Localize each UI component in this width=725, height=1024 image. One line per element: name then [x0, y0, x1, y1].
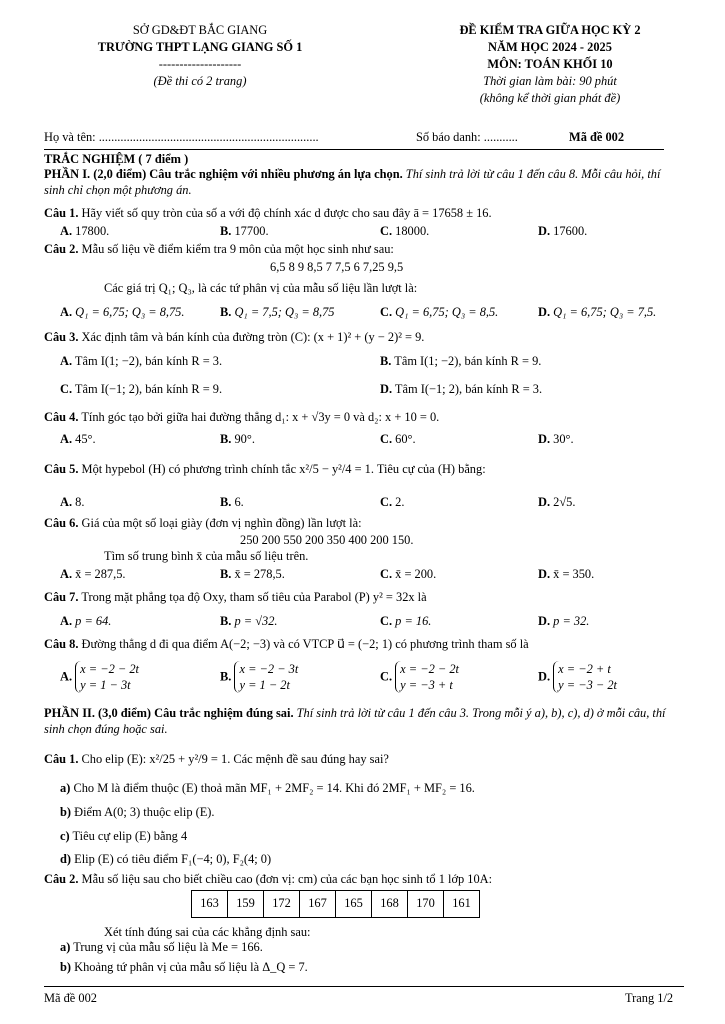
section-title: TRẮC NGHIỆM ( 7 điểm ) — [44, 152, 189, 166]
table-cell: 168 — [372, 891, 408, 918]
question-6: Câu 6. Giá của một số loại giày (đơn vị nghìn đồng) lần lượt là: — [44, 516, 362, 530]
q5-option-b[interactable]: B. 6. — [220, 495, 244, 509]
exam-code: Mã đề 002 — [569, 130, 625, 144]
header-rule — [44, 149, 664, 150]
q2-data-values: 6,5 8 9 8,5 7 7,5 6 7,25 9,5 — [270, 260, 404, 274]
question-text: Mẫu số liệu sau cho biết chiều cao (đơn vị: cm) của các bạn học sinh tổ 1 lớp 10A: — [81, 872, 493, 886]
q6-option-b[interactable]: B. x̄ = 278,5. — [220, 567, 285, 581]
time-limit: Thời gian làm bài: 90 phút — [483, 74, 617, 88]
question-text: Đường thẳng d đi qua điểm A(−2; −3) và có VTCP u⃗ = (−2; 1) có phương trình tham số là — [81, 637, 529, 651]
q5-option-c[interactable]: C. 2. — [380, 495, 405, 509]
student-info — [44, 130, 664, 148]
question-7: Câu 7. Trong mặt phẳng tọa độ Oxy, tham số tiêu của Parabol (P) y² = 32x là — [44, 590, 427, 604]
table-cell: 163 — [192, 891, 228, 918]
q2-option-d[interactable]: D. Q₁ = 6,75; Q₃ = 7,5. — [538, 305, 657, 319]
header-right — [395, 22, 705, 107]
question-8: Câu 8. Đường thẳng d đi qua điểm A(−2; −3) và có VTCP u⃗ = (−2; 1) có phương trình tham số là — [44, 637, 529, 651]
q8-option-c[interactable]: C. x = −2 − 2t y = −3 + t — [380, 662, 459, 692]
exam-title: ĐỀ KIỂM TRA GIỮA HỌC KỲ 2 — [459, 23, 641, 37]
question-3: Câu 3. Xác định tâm và bán kính của đường tròn (C): (x + 1)² + (y − 2)² = 9. — [44, 330, 425, 344]
school-name: TRƯỜNG THPT LẠNG GIANG SỐ 1 — [97, 40, 303, 54]
q4-option-b[interactable]: B. 90°. — [220, 432, 255, 446]
q3-option-b[interactable]: B. Tâm I(1; −2), bán kính R = 9. — [380, 354, 542, 368]
question-text: Hãy viết số quy tròn của số a với độ chính xác d được cho sau đây ā = 17658 ± 16. — [81, 206, 492, 220]
tf1-statement-c[interactable]: c) Tiêu cự elip (E) bằng 4 — [60, 829, 188, 843]
q3-option-d[interactable]: D. Tâm I(−1; 2), bán kính R = 3. — [380, 382, 543, 396]
footer-exam-code: Mã đề 002 — [44, 991, 97, 1005]
question-text: Xác định tâm và bán kính của đường tròn (C): (x + 1)² + (y − 2)² = 9. — [81, 330, 425, 344]
table-cell: 165 — [336, 891, 372, 918]
tf-question-2: Câu 2. Mẫu số liệu sau cho biết chiều cao (đơn vị: cm) của các bạn học sinh tổ 1 lớp 10A: — [44, 872, 493, 886]
table-cell: 172 — [264, 891, 300, 918]
part2-instructions — [44, 706, 684, 737]
q2-option-a[interactable]: A. Q₁ = 6,75; Q₃ = 8,75. — [60, 305, 185, 319]
q7-option-b[interactable]: B. p = √32. — [220, 614, 278, 628]
equation-system: x = −2 − 2t y = −3 + t — [395, 661, 459, 693]
part1-instructions — [44, 167, 684, 198]
q6-prompt: Tìm số trung bình x̄ của mẫu số liệu trên. — [104, 549, 309, 563]
question-label: Câu 1. — [44, 206, 79, 220]
q3-option-c[interactable]: C. Tâm I(−1; 2), bán kính R = 9. — [60, 382, 223, 396]
q6-option-c[interactable]: C. x̄ = 200. — [380, 567, 437, 581]
part1-heading: PHẦN I. (2,0 điểm) Câu trắc nghiệm với nhiều phương án lựa chọn. — [44, 167, 403, 181]
tf1-statement-b[interactable]: b) Điểm A(0; 3) thuộc elip (E). — [60, 805, 215, 819]
q3-option-a[interactable]: A. Tâm I(1; −2), bán kính R = 3. — [60, 354, 223, 368]
q1-option-a[interactable]: A. 17800. — [60, 224, 110, 238]
q4-option-c[interactable]: C. 60°. — [380, 432, 416, 446]
tf1-statement-d[interactable]: d) Elip (E) có tiêu điểm F₁(−4; 0), F₂(4; 0) — [60, 852, 272, 866]
question-2: Câu 2. Mẫu số liệu về điểm kiểm tra 9 môn của một học sinh như sau: — [44, 242, 394, 256]
q6-option-d[interactable]: D. x̄ = 350. — [538, 567, 595, 581]
q6-data-values: 250 200 550 200 350 400 200 150. — [240, 533, 414, 547]
q7-option-d[interactable]: D. p = 32. — [538, 614, 590, 628]
part2-heading: PHẦN II. (3,0 điểm) Câu trắc nghiệm đúng sai. — [44, 706, 294, 720]
q7-option-c[interactable]: C. p = 16. — [380, 614, 432, 628]
height-data-table — [191, 890, 480, 918]
table-cell: 159 — [228, 891, 264, 918]
q1-option-b[interactable]: B. 17700. — [220, 224, 269, 238]
subject-title: MÔN: TOÁN KHỐI 10 — [487, 57, 613, 71]
header-divider: -------------------- — [158, 57, 242, 71]
question-text: Mẫu số liệu về điểm kiểm tra 9 môn của một học sinh như sau: — [81, 242, 394, 256]
question-1 — [44, 206, 684, 222]
q8-option-d[interactable]: D. x = −2 + t y = −3 − 2t — [538, 662, 617, 692]
header-left — [40, 22, 360, 90]
table-row — [192, 891, 480, 918]
part2-note: Thí sinh trả lời từ câu 1 đến câu 3. Trong mỗi ý a), b), c), d) ở mỗi câu, thí sinh chọn đúng hoặc sai. — [44, 706, 666, 736]
tf2-statement-a[interactable]: a) Trung vị của mẫu số liệu là Me = 166. — [60, 940, 263, 954]
question-5: Câu 5. Một hypebol (H) có phương trình chính tắc x²/5 − y²/4 = 1. Tiêu cự của (H) bằng: — [44, 462, 486, 476]
question-text: Tính góc tạo bởi giữa hai đường thẳng d₁: x + √3y = 0 và d₂: x + 10 = 0. — [81, 410, 440, 424]
part1-note: Thí sinh trả lời từ câu 1 đến câu 8. Mỗi câu hỏi, thí sinh chỉ chọn một phương án. — [44, 167, 661, 197]
q8-option-b[interactable]: B. x = −2 − 3t y = 1 − 2t — [220, 662, 299, 692]
q1-option-d[interactable]: D. 17600. — [538, 224, 588, 238]
q2-option-b[interactable]: B. Q₁ = 7,5; Q₃ = 8,75 — [220, 305, 335, 319]
equation-system: x = −2 + t y = −3 − 2t — [553, 661, 617, 693]
q4-option-d[interactable]: D. 30°. — [538, 432, 574, 446]
q5-option-d[interactable]: D. 2√5. — [538, 495, 576, 509]
q6-option-a[interactable]: A. x̄ = 287,5. — [60, 567, 126, 581]
tf2-prompt: Xét tính đúng sai của các khẳng định sau: — [104, 925, 311, 939]
question-text: Giá của một số loại giày (đơn vị nghìn đồng) lần lượt là: — [81, 516, 362, 530]
q2-option-c[interactable]: C. Q₁ = 6,75; Q₃ = 8,5. — [380, 305, 499, 319]
table-cell: 167 — [300, 891, 336, 918]
equation-system: x = −2 − 2t y = 1 − 3t — [75, 661, 139, 693]
q1-option-c[interactable]: C. 18000. — [380, 224, 430, 238]
question-text: Cho elip (E): x²/25 + y²/9 = 1. Các mệnh đề sau đúng hay sai? — [81, 752, 389, 766]
q5-option-a[interactable]: A. 8. — [60, 495, 85, 509]
q2-prompt: Các giá trị Q₁; Q₃, là các tứ phân vị của mẫu số liệu lần lượt là: — [104, 281, 418, 295]
q8-option-a[interactable]: A. x = −2 − 2t y = 1 − 3t — [60, 662, 139, 692]
tf-question-1: Câu 1. Cho elip (E): x²/25 + y²/9 = 1. Các mệnh đề sau đúng hay sai? — [44, 752, 389, 766]
q4-option-a[interactable]: A. 45°. — [60, 432, 96, 446]
student-id-field: Số báo danh: ........... — [416, 130, 518, 144]
tf1-statement-a[interactable]: a) Cho M là điểm thuộc (E) thoả mãn MF₁ + 2MF₂ = 14. Khi đó 2MF₁ + MF₂ = 16. — [60, 781, 475, 795]
department-name: SỞ GD&ĐT BẮC GIANG — [132, 23, 268, 37]
footer-rule — [44, 986, 684, 987]
tf2-statement-b[interactable]: b) Khoảng tứ phân vị của mẫu số liệu là Δ_Q = 7. — [60, 960, 308, 974]
q7-option-a[interactable]: A. p = 64. — [60, 614, 112, 628]
equation-system: x = −2 − 3t y = 1 − 2t — [234, 661, 298, 693]
footer-page-number: Trang 1/2 — [625, 991, 674, 1005]
page-count-note: (Đề thi có 2 trang) — [153, 74, 247, 88]
question-4: Câu 4. Tính góc tạo bởi giữa hai đường thẳng d₁: x + √3y = 0 và d₂: x + 10 = 0. — [44, 410, 440, 424]
table-cell: 161 — [444, 891, 480, 918]
question-text: Một hypebol (H) có phương trình chính tắc x²/5 − y²/4 = 1. Tiêu cự của (H) bằng: — [81, 462, 486, 476]
school-year: NĂM HỌC 2024 - 2025 — [488, 40, 612, 54]
time-note: (không kể thời gian phát đề) — [479, 91, 621, 105]
table-cell: 170 — [408, 891, 444, 918]
student-name-field: Họ và tên: ....................................................................... — [44, 130, 319, 144]
question-text: Trong mặt phẳng tọa độ Oxy, tham số tiêu của Parabol (P) y² = 32x là — [81, 590, 427, 604]
